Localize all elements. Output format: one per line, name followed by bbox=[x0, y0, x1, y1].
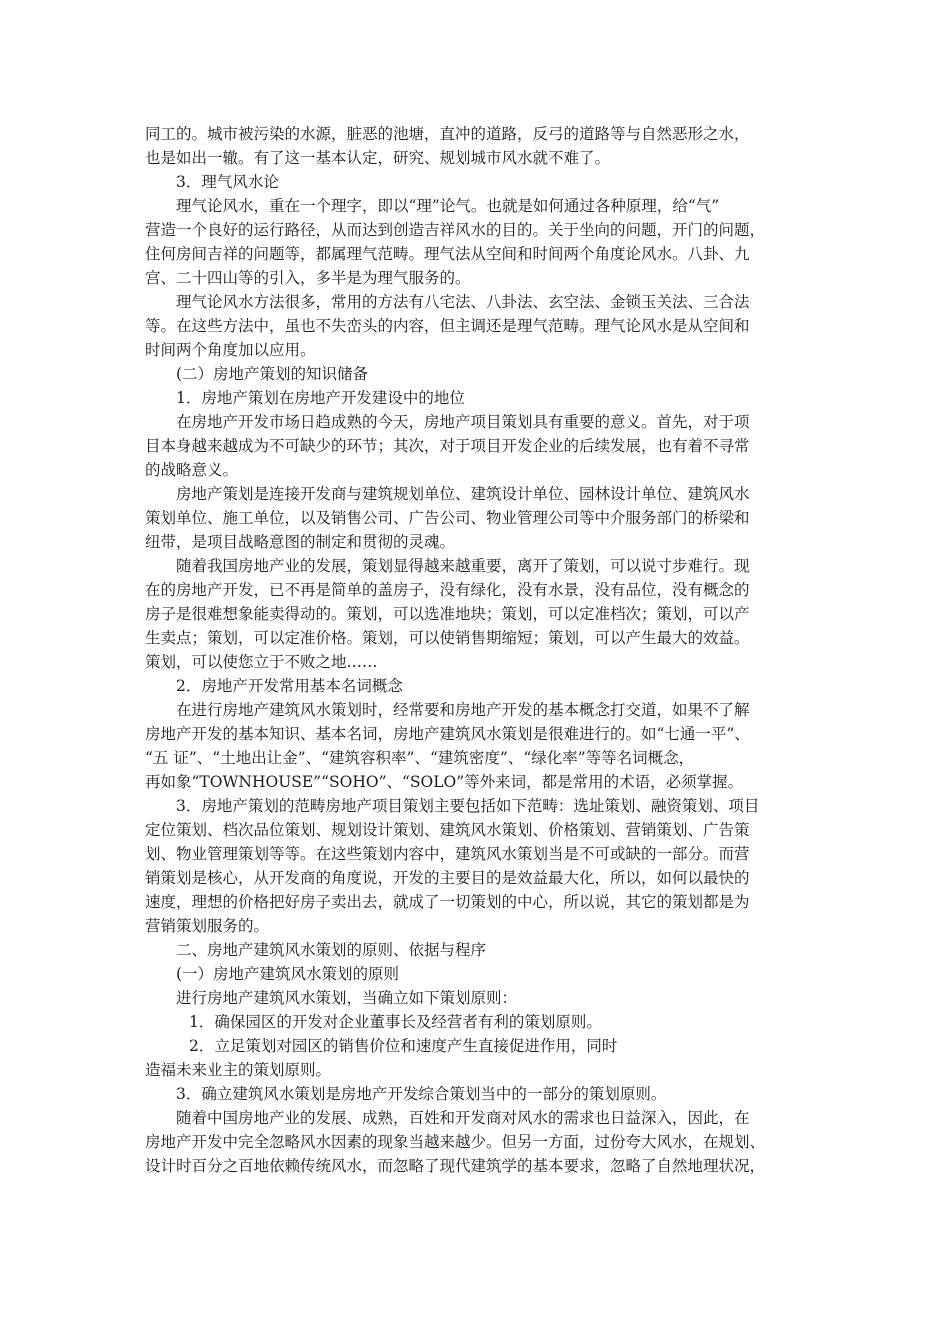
text-line: 造福未来业主的策划原则。 bbox=[145, 1061, 332, 1079]
text-line: 2．立足策划对园区的销售价位和速度产生直接促进作用，同时 bbox=[189, 1037, 618, 1055]
text-line: 宫、二十四山等的引入，多半是为理气服务的。 bbox=[145, 269, 471, 287]
text-line: 策划单位、施工单位，以及销售公司、广告公司、物业管理公司等中介服务部门的桥梁和 bbox=[145, 509, 750, 527]
text-line: 也是如出一辙。有了这一基本认定，研究、规划城市风水就不难了。 bbox=[145, 149, 611, 167]
text-line: 营销策划服务的。 bbox=[145, 917, 270, 935]
text-line: 生卖点；策划，可以定准价格。策划，可以使销售期缩短；策划，可以产生最大的效益。 bbox=[145, 629, 750, 647]
text-line: 再如象“TOWNHOUSE”“SOHO”、“SOLO”等外来词，都是常用的术语，必须掌握。 bbox=[145, 773, 744, 791]
text-line: 理气论风水，重在一个理字，即以“理”论气。也就是如何通过各种原理，给“气” bbox=[176, 197, 720, 215]
text-line: 3．房地产策划的范畴房地产项目策划主要包括如下范畴：选址策划、融资策划、项目 bbox=[176, 797, 760, 815]
text-line: 理气论风水方法很多，常用的方法有八宅法、八卦法、玄空法、金锁玉关法、三合法 bbox=[176, 293, 750, 311]
text-line: 策划，可以使您立于不败之地…… bbox=[145, 653, 378, 671]
text-line: 房地产策划是连接开发商与建筑规划单位、建筑设计单位、园林设计单位、建筑风水 bbox=[176, 485, 750, 503]
text-line: 3．确立建筑风水策划是房地产开发综合策划当中的一部分的策划原则。 bbox=[176, 1085, 667, 1103]
text-line: “五 证”、“土地出让金”、“建筑容积率”、“建筑密度”、“绿化率”等等名词概念， bbox=[145, 749, 695, 767]
text-line: 2．房地产开发常用基本名词概念 bbox=[176, 677, 403, 695]
text-line: 时间两个角度加以应用。 bbox=[145, 341, 316, 359]
text-line: 在的房地产开发，已不再是简单的盖房子，没有绿化，没有水景，没有品位，没有概念的 bbox=[145, 581, 750, 599]
text-line: (一）房地产建筑风水策划的原则 bbox=[176, 965, 400, 983]
text-line: 住何房间吉祥的问题等，都属理气范畴。理气法从空间和时间两个角度论风水。八卦、九 bbox=[145, 245, 750, 263]
text-line: 纽带，是项目战略意图的制定和贯彻的灵魂。 bbox=[145, 533, 456, 551]
text-line: 在房地产开发市场日趋成熟的今天，房地产项目策划具有重要的意义。首先，对于项 bbox=[176, 413, 750, 431]
text-line: 目本身越来越成为不可缺少的环节；其次，对于项目开发企业的后续发展，也有着不寻常 bbox=[145, 437, 750, 455]
text-line: 等。在这些方法中，虽也不失峦头的内容，但主调还是理气范畴。理气论风水是从空间和 bbox=[145, 317, 750, 335]
text-line: 进行房地产建筑风水策划，当确立如下策划原则： bbox=[176, 989, 518, 1007]
text-line: 1．房地产策划在房地产开发建设中的地位 bbox=[176, 389, 465, 407]
text-line: 随着我国房地产业的发展，策划显得越来越重要，离开了策划，可以说寸步难行。现 bbox=[176, 557, 750, 575]
text-line: 销策划是核心，从开发商的角度说，开发的主要目的是效益最大化，所以，如何以最快的 bbox=[145, 869, 750, 887]
text-line: 随着中国房地产业的发展、成熟，百姓和开发商对风水的需求也日益深入，因此，在 bbox=[176, 1109, 750, 1127]
text-line: 定位策划、档次品位策划、规划设计策划、建筑风水策划、价格策划、营销策划、广告策 bbox=[145, 821, 750, 839]
text-line: 在进行房地产建筑风水策划时，经常要和房地产开发的基本概念打交道，如果不了解 bbox=[176, 701, 750, 719]
text-line: 房地产开发中完全忽略风水因素的现象当越来越少。但另一方面，过份夸大风水，在规划、 bbox=[145, 1133, 766, 1151]
text-line: 设计时百分之百地依赖传统风水，而忽略了现代建筑学的基本要求，忽略了自然地理状况， bbox=[145, 1157, 766, 1175]
text-line: 3．理气风水论 bbox=[176, 173, 279, 191]
text-line: 1．确保园区的开发对企业董事长及经营者有利的策划原则。 bbox=[189, 1013, 602, 1031]
document-body bbox=[145, 122, 822, 1178]
text-line: 同工的。城市被污染的水源，脏恶的池塘，直冲的道路，反弓的道路等与自然恶形之水， bbox=[145, 125, 750, 143]
text-line: 二、房地产建筑风水策划的原则、依据与程序 bbox=[176, 941, 487, 959]
text-line: (二）房地产策划的知识储备 bbox=[176, 365, 369, 383]
text-line: 房地产开发的基本知识、基本名词，房地产建筑风水策划是很难进行的。如“七通一平”、 bbox=[145, 725, 750, 743]
text-line: 房子是很难想象能卖得动的。策划，可以选准地块；策划，可以定准档次；策划，可以产 bbox=[145, 605, 750, 623]
text-line: 营造一个良好的运行路径，从而达到创造吉祥风水的目的。关于坐向的问题，开门的问题， bbox=[145, 221, 766, 239]
text-line: 速度，理想的价格把好房子卖出去，就成了一切策划的中心，所以说，其它的策划都是为 bbox=[145, 893, 750, 911]
text-line: 划、物业管理策划等等。在这些策划内容中，建筑风水策划当是不可或缺的一部分。而营 bbox=[145, 845, 750, 863]
text-line: 的战略意义。 bbox=[145, 461, 239, 479]
